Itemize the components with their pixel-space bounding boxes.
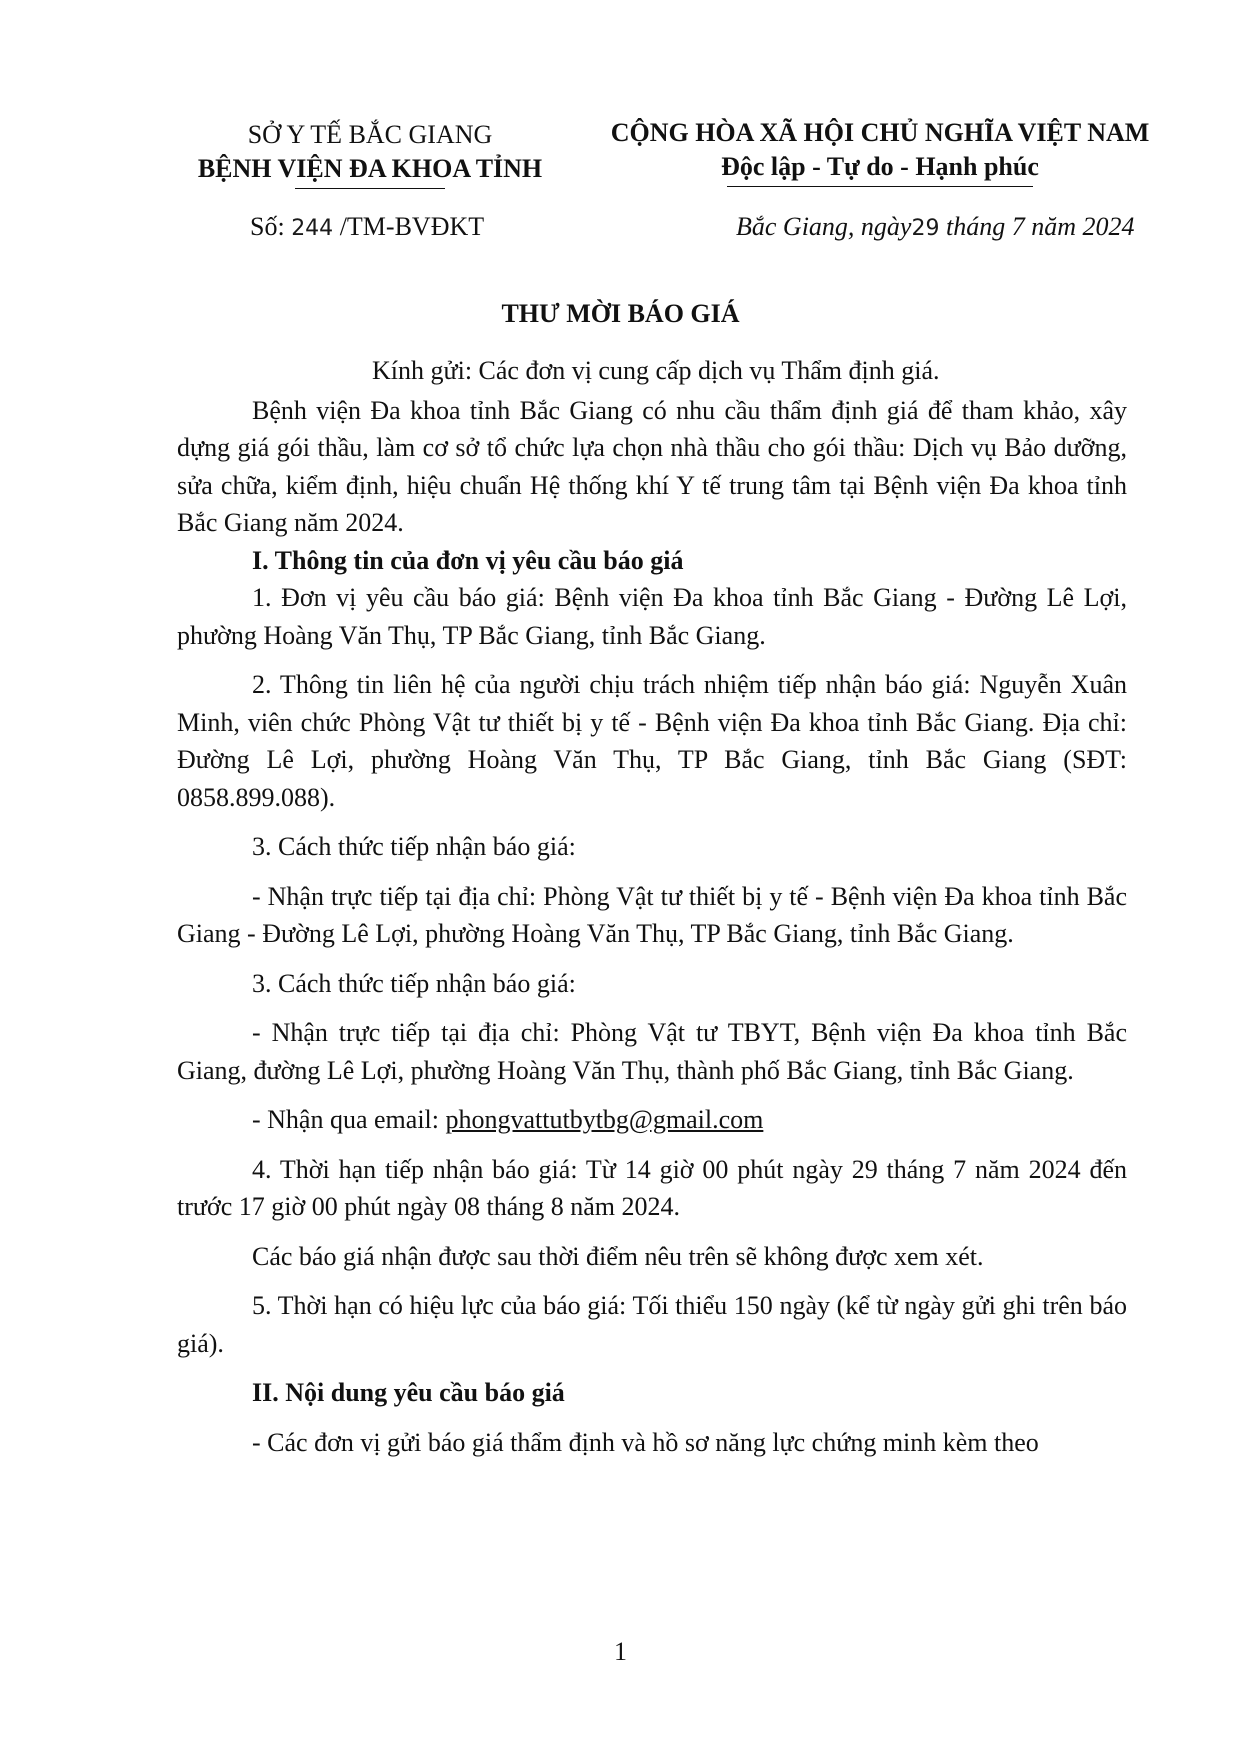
section-1-item-5: 5. Thời hạn có hiệu lực của báo giá: Tối thiểu 150 ngày (kể từ ngày gửi ghi trên báo giá). <box>177 1291 1127 1358</box>
national-header <box>600 116 1160 187</box>
section-1-item-4-note: Các báo giá nhận được sau thời điểm nêu trên sẽ không được xem xét. <box>252 1241 984 1271</box>
document-body <box>177 352 1127 1461</box>
hospital-name: BỆNH VIỆN ĐA KHOA TỈNH <box>197 154 543 183</box>
document-date <box>736 210 1134 246</box>
section-1-item-2: 2. Thông tin liên hệ của người chịu trách nhiệm tiếp nhận báo giá: Nguyễn Xuân Minh, viên chức Phòng Vật tư thiết bị y tế - Bệnh viện Đa khoa tỉnh Bắc Giang. Địa chỉ: Đường Lê Lợi, phường Hoàng Văn Thụ, TP Bắc Giang, tỉnh Bắc Giang (SĐT: 0858.899.088). <box>177 670 1127 812</box>
motto-underline <box>727 186 1033 187</box>
section-1-item-3a-detail: - Nhận trực tiếp tại địa chỉ: Phòng Vật tư thiết bị y tế - Bệnh viện Đa khoa tỉnh Bắc Giang - Đường Lê Lợi, phường Hoàng Văn Thụ, TP Bắc Giang, tỉnh Bắc Giang. <box>177 881 1127 948</box>
department-name: SỞ Y TẾ BẮC GIANG <box>247 120 493 149</box>
section-1-item-3a: 3. Cách thức tiếp nhận báo giá: <box>252 832 576 861</box>
email-line <box>177 1101 1127 1139</box>
section-1-item-4: 4. Thời hạn tiếp nhận báo giá: Từ 14 giờ 00 phút ngày 29 tháng 7 năm 2024 đến trước 17 giờ 00 phút ngày 08 tháng 8 năm 2024. <box>177 1154 1127 1221</box>
date-prefix: Bắc Giang, ngày <box>736 212 912 241</box>
date-day: 29 <box>911 216 940 241</box>
number-prefix: Số: <box>250 212 285 241</box>
intro-paragraph: Bệnh viện Đa khoa tỉnh Bắc Giang có nhu cầu thẩm định giá để tham khảo, xây dựng giá gói thầu, làm cơ sở tổ chức lựa chọn nhà thầu cho gói thầu: Dịch vụ Bảo dưỡng, sửa chữa, kiểm định, hiệu chuẩn Hệ thống khí Y tế trung tâm tại Bệnh viện Đa khoa tỉnh Bắc Giang năm 2024. <box>177 395 1127 537</box>
section-2-heading: II. Nội dung yêu cầu báo giá <box>252 1378 565 1407</box>
document-number <box>250 210 484 246</box>
email-prefix: - Nhận qua email: <box>252 1105 446 1134</box>
date-suffix: tháng 7 năm 2024 <box>939 212 1135 241</box>
issuer-underline <box>295 188 445 189</box>
section-2-line-1: - Các đơn vị gửi báo giá thẩm định và hồ sơ năng lực chứng minh kèm theo <box>252 1427 1039 1457</box>
national-motto: Độc lập - Tự do - Hạnh phúc <box>721 152 1039 181</box>
page-number: 1 <box>614 1637 627 1666</box>
document-title: THƯ MỜI BÁO GIÁ <box>501 299 740 328</box>
section-1-item-3b-detail: - Nhận trực tiếp tại địa chỉ: Phòng Vật tư TBYT, Bệnh viện Đa khoa tỉnh Bắc Giang, đường Lê Lợi, phường Hoàng Văn Thụ, thành phố Bắc Giang, tỉnh Bắc Giang. <box>177 1018 1127 1085</box>
number-value: 244 <box>291 216 334 241</box>
section-1-item-1: 1. Đơn vị yêu cầu báo giá: Bệnh viện Đa khoa tỉnh Bắc Giang - Đường Lê Lợi, phường Hoàng Văn Thụ, TP Bắc Giang, tỉnh Bắc Giang. <box>177 583 1127 650</box>
issuer-header <box>180 118 560 189</box>
national-title: CỘNG HÒA XÃ HỘI CHỦ NGHĨA VIỆT NAM <box>610 118 1150 147</box>
section-1-item-3b: 3. Cách thức tiếp nhận báo giá: <box>252 968 576 998</box>
email-link[interactable]: phongvattutbytbg@gmail.com <box>445 1105 764 1134</box>
number-suffix: /TM-BVĐKT <box>339 212 485 241</box>
section-1-heading: I. Thông tin của đơn vị yêu cầu báo giá <box>252 545 684 575</box>
greeting: Kính gửi: Các đơn vị cung cấp dịch vụ Thẩm định giá. <box>372 356 940 385</box>
